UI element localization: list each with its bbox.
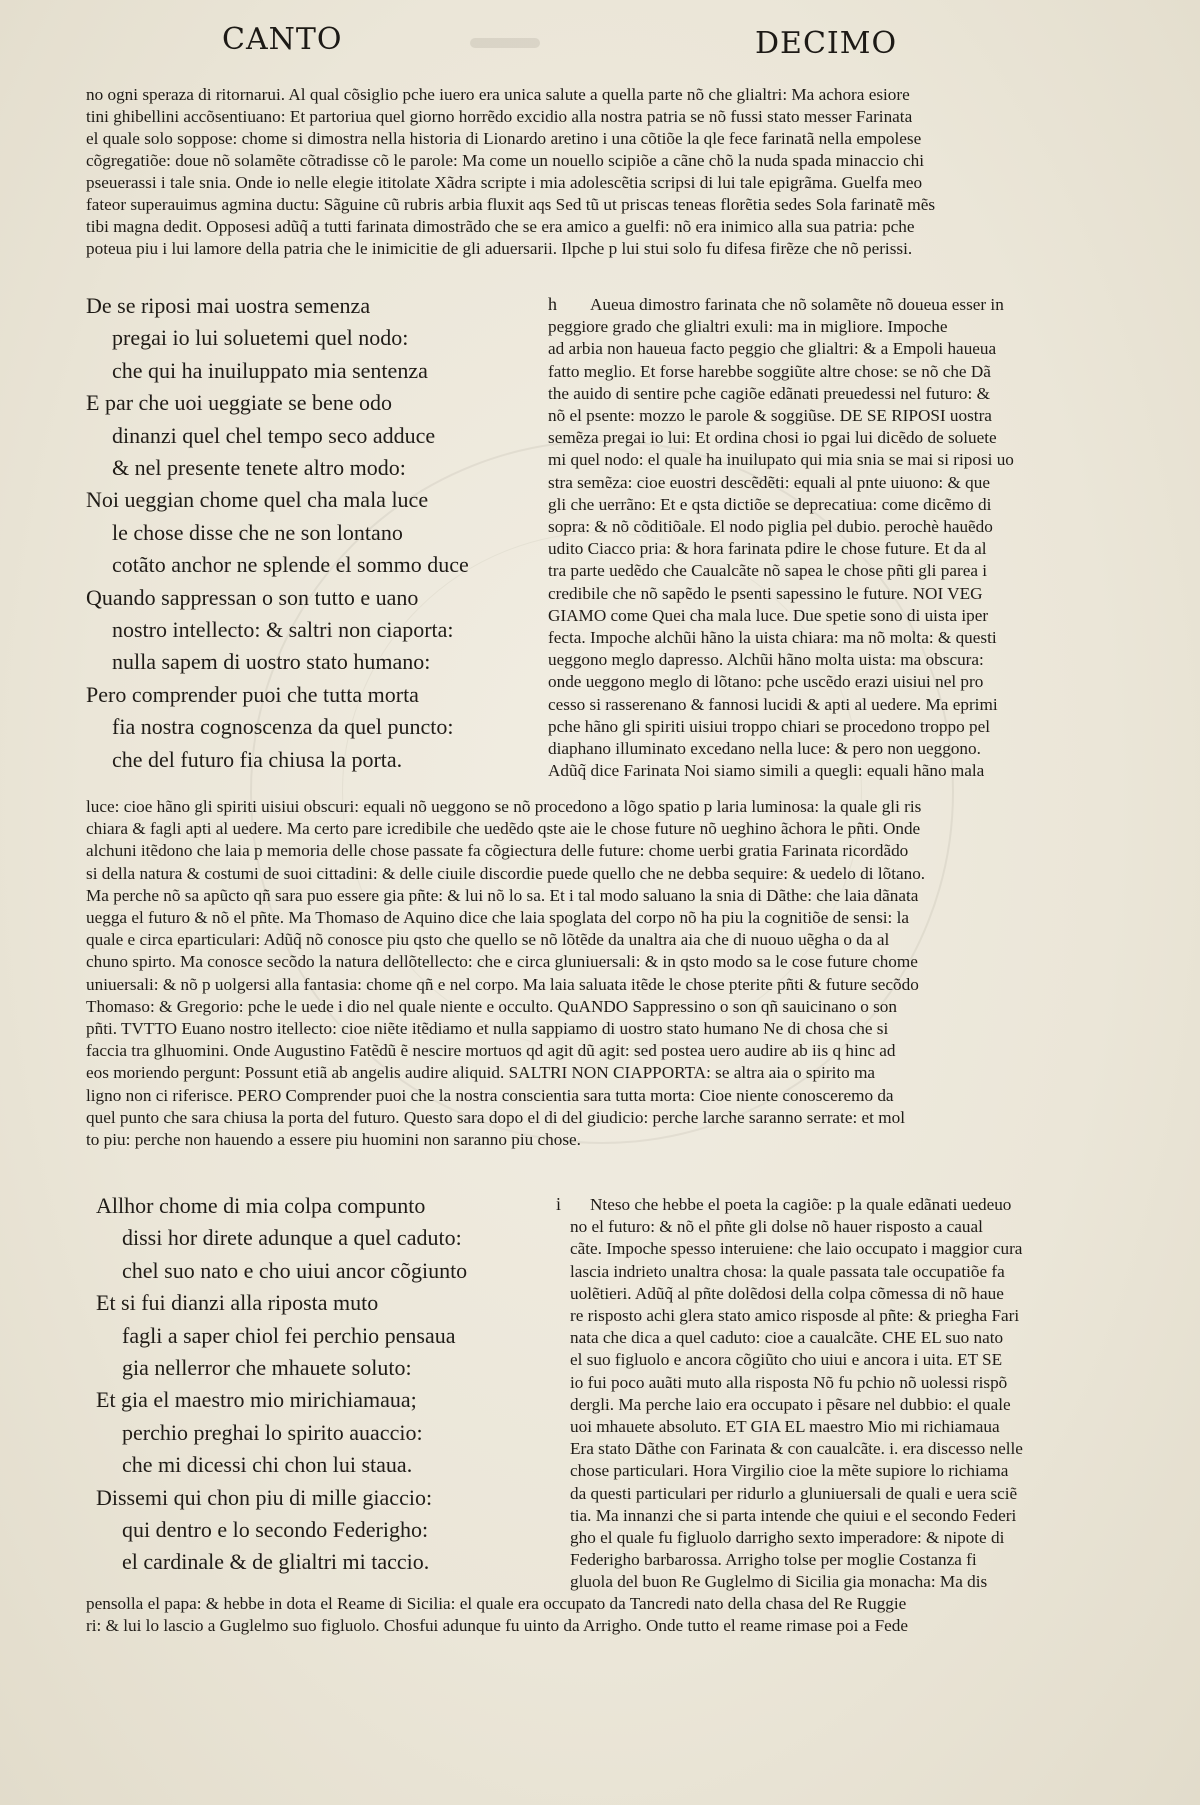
verse-line: le chose disse che ne son lontano (112, 519, 403, 545)
commentary-line: stra semẽza: cioe euostri descẽdẽti: equali al pnte uiuono: & que (548, 472, 990, 492)
commentary-block-i (556, 1194, 1100, 1594)
commentary-line: credibile che nõ sapẽdo le psenti sapessino le future. NOI VEG (548, 583, 983, 603)
commentary-line: sopra: & nõ cõditiõale. El nodo piglia pel dubio. perochè hauẽdo (548, 517, 993, 537)
commentary-block-h (548, 294, 1100, 782)
commentary-line: the auido di sentire pche cagiõe edãnati preuedessi nel futuro: & (548, 383, 990, 403)
verse-line: pregai io lui soluetemi quel nodo: (112, 325, 409, 351)
commentary-line: Nteso che hebbe el poeta la cagiõe: p la quale edãnati uedeuo (590, 1195, 1012, 1214)
commentary-line: Federigho barbarossa. Arrigho tolse per moglie Costanza fi (570, 1550, 977, 1570)
commentary-line: si della natura & costumi de suoi cittadini: & delle ciuile discordie puede quello che ne debba sequire: & uedelo di lõtano. (86, 863, 926, 883)
commentary-line: onde ueggono meglo di lõtano: pche uscẽdo erazi uisiui nel pro (548, 672, 984, 692)
verse-line: fia nostra cognoscenza da quel puncto: (112, 714, 454, 740)
commentary-line: faccia tra glhuomini. Onde Augustino Fatẽdũ ẽ nescire mortuos qd agit dũ agit: sed postea uero audire ab iis q hinc ad (86, 1041, 896, 1061)
top-commentary-block (86, 84, 1098, 260)
commentary-line: lascia indrieto unaltra chosa: la quale passata tale occupatiõe fa (570, 1261, 1005, 1281)
commentary-line: chiara & fagli apti al uedere. Ma certo pare icredibile che uedẽdo qste aie le chose future nõ ueghino ãchora le pñti. Onde (86, 819, 921, 839)
commentary-line: pche hãno gli spiriti uisiui troppo chiari se procedono troppo pel (548, 716, 991, 736)
commentary-line: el quale solo soppose: chome si dimostra nella historia di Lionardo aretino i una cõtiõe la qle fece farinatã nella empolese (86, 129, 922, 148)
commentary-line: Adũq̃ dice Farinata Noi siamo simili a quegli: equali hãno mala (548, 761, 985, 781)
verse-line: Et gia el maestro mio mirichiamaua; (96, 1387, 417, 1413)
verse-line: el cardinale & de glialtri mi taccio. (122, 1549, 430, 1575)
middle-commentary-block (86, 796, 1100, 1151)
verse-line: chel suo nato e cho uiui ancor cõgiunto (122, 1257, 468, 1283)
verse-line: nostro intellecto: & saltri non ciaporta: (112, 617, 454, 643)
commentary-line: tia. Ma innanzi che si parta intende che quiui e el secondo Federi (570, 1505, 1017, 1525)
commentary-line: poteua piu i lui lamore della patria che le inimicitie de gli aduersarii. Ilpche p lui stui solo fu difesa firẽze che nõ perissi. (86, 239, 913, 258)
commentary-line: chose particulari. Hora Virgilio cioe la mẽte supiore lo richiama (570, 1461, 1009, 1481)
verse-line: Noi ueggian chome quel cha mala luce (86, 487, 429, 513)
commentary-line: uolẽtieri. Adũq̃ al pñte dolẽdosi della colpa cõmessa di nõ haue (570, 1283, 1004, 1303)
verse-line: che del futuro fia chiusa la porta. (112, 746, 403, 772)
commentary-line: ri: & lui lo lascio a Guglelmo suo figluolo. Chosfui adunque fu uinto da Arrigho. Onde tutto el reame rimase poi a Fede (86, 1616, 908, 1636)
verse-line: cotãto anchor ne splende el sommo duce (112, 552, 469, 578)
commentary-line: dergli. Ma perche laio era occupato i pẽsare nel dubbio: el quale (570, 1394, 1011, 1414)
commentary-line: eos moriendo pergunt: Possunt etiã ab angelis audire aliquid. SALTRI NON CIAPPORTA: se altra aia o spirito ma (86, 1063, 876, 1083)
commentary-line: gli che uerrãno: Et e qsta dictiõe se deprecatiua: come dicẽmo di (548, 494, 992, 514)
commentary-line: pñti. TVTTO Euano nostro itellecto: cioe niẽte itẽdiamo et nulla sappiamo di uostro stato humano Ne di chosa che si (86, 1019, 889, 1039)
commentary-line: re risposto achi glera stato amico risposde al pñte: & priegha Fari (570, 1306, 1020, 1326)
commentary-line: ad arbia non haueua facto peggio che glialtri: & a Empoli haueua (548, 339, 997, 359)
verse-line: che qui ha inuiluppato mia sentenza (112, 357, 428, 383)
commentary-line: udito Ciacco pria: & hora farinata pdire le chose future. Et da al (548, 539, 987, 559)
commentary-line: tibi magna dedit. Opposesi adũq̃ a tutti farinata dimostrãdo che se era amico a guelfi: nõ era inimico alla sua patria: pche (86, 217, 915, 236)
commentary-line: alchuni itẽdono che laia p memoria delle chose passate fa cõgiectura delle future: chome uerbi gratia Farinata ricordãdo (86, 841, 909, 861)
commentary-line: pensolla el papa: & hebbe in dota el Reame di Sicilia: el quale era occupato da Tancredi nato della chasa del Re Ruggie (86, 1594, 907, 1613)
commentary-line: Ma perche nõ sa apũcto qñ sara puo essere gia pñte: & lui nõ lo sa. Et i tal modo saluano la snia di Dãthe: che laia dãnata (86, 885, 919, 905)
verse-line: Pero comprender puoi che tutta morta (86, 681, 419, 707)
commentary-line: uegga el futuro & nõ el pñte. Ma Thomaso de Aquino dice che laia spoglata del corpo nõ ha piu la cognitiõe de sensi: la (86, 908, 910, 928)
commentary-line: GIAMO come Quei cha mala luce. Due spetie sono di uista iper (548, 605, 989, 625)
commentary-line: tra parte uedẽdo che Caualcãte nõ sapea le chose pñti gli parea i (548, 561, 988, 581)
commentary-line: da questi particulari per ridurlo a gluniuersali de quali e uera sciẽ (570, 1483, 1018, 1503)
commentary-line: el suo figluolo e ancora cõgiũto cho uiui e ancora i uita. ET SE (570, 1350, 1003, 1370)
commentary-line: nõ el psente: mozzo le parole & soggiũse. DE SE RIPOSI uostra (548, 406, 992, 426)
verse-block-2 (96, 1190, 536, 1579)
verse-line: Allhor chome di mia colpa compunto (96, 1193, 426, 1218)
commentary-line: uoi mhauete absoluto. ET GIA EL maestro Mio mi richiamaua (570, 1417, 1000, 1437)
commentary-line: tini ghibellini accõsentiuano: Et partoriua quel giorno horrẽdo excidio alla nostra patria se nõ fussi stato messer Farinata (86, 107, 913, 126)
verse-line: De se riposi mai uostra semenza (86, 293, 371, 318)
commentary-line: ligno non ci riferisce. PERO Comprender puoi che la nostra conscientia sara tutta morta: Cioe niente conosceremo da (86, 1085, 894, 1105)
commentary-line: cõgregatiõe: doue nõ solamẽte cõtradisse cõ le parole: Ma come un nouello scipiõe a cãne chõ la nuda spada minaccio chi (86, 151, 925, 170)
running-head-right: DECIMO (755, 26, 898, 61)
commentary-line: Thomaso: & Gregorio: pche le uede i dio nel quale niente e occulto. QuANDO Sappressino o son qñ sauicinano o son (86, 996, 897, 1016)
commentary-line: Era stato Dãthe con Farinata & con caualcãte. i. era discesso nelle (570, 1439, 1023, 1459)
commentary-line: to piu: perche non hauendo a essere piu huomini non saranno piu chose. (86, 1130, 581, 1150)
commentary-line: pseuerassi i tale snia. Onde io nelle elegie ititolate Xãdra scripte i mia adolescẽtia scripsi di lui tale epigrãma. Guelfa meo (86, 173, 923, 192)
bottom-commentary-block (86, 1593, 1100, 1637)
commentary-line: mi quel nodo: el quale ha inuilupato qui mia snia se mai si riposi uo (548, 450, 1014, 470)
verse-line: che mi dicessi chi chon lui staua. (122, 1452, 413, 1478)
ink-smudge (470, 38, 540, 48)
running-head-left: CANTO (222, 22, 343, 57)
commentary-line: cesso si rasserenano & fannosi lucidi & apti al uedere. Ma eprimi (548, 694, 998, 714)
verse-line: perchio preghai lo spirito auaccio: (122, 1419, 423, 1445)
verse-block-1 (86, 290, 526, 776)
verse-line: Quando sappressan o son tutto e uano (86, 584, 419, 610)
commentary-line: gluola del buon Re Guglelmo di Sicilia gia monacha: Ma dis (570, 1572, 988, 1592)
commentary-line: fecta. Impoche alchũi hãno la uista chiara: ma nõ molta: & questi (548, 628, 997, 648)
commentary-line: luce: cioe hãno gli spiriti uisiui obscuri: equali nõ ueggono se nõ procedono a lõgo spatio p laria luminosa: la quale gli ris (86, 797, 922, 816)
commentary-line: diaphano illuminato excedano nella luce: & pero non ueggono. (548, 739, 981, 759)
commentary-line: Aueua dimostro farinata che nõ solamẽte nõ doueua esser in (590, 295, 1004, 314)
commentary-line: ueggono meglo dapresso. Alchũi hãno molta uista: ma obscura: (548, 650, 984, 670)
verse-line: Et si fui dianzi alla riposta muto (96, 1290, 379, 1316)
verse-line: Dissemi qui chon piu di mille giaccio: (96, 1484, 433, 1510)
commentary-line: no ogni speraza di ritornarui. Al qual cõsiglio pche iuero era unica salute a quella parte nõ che glialtri: Ma achora esiore (86, 85, 910, 104)
commentary-line: gho el quale fu figluolo darrigho sexto imperadore: & nipote di (570, 1528, 1005, 1548)
commentary-line: quale e circa eparticulari: Adũq̃ nõ conosce piu qsto che quello se nõ lõtẽde da unaltra aia che di nuouo uẽgha o da al (86, 930, 890, 950)
commentary-line: peggiore grado che glialtri exuli: ma in migliore. Impoche (548, 317, 948, 337)
commentary-marker-i: i (556, 1194, 562, 1214)
commentary-line: cãte. Impoche spesso interuiene: che laio occupato i maggior cura (570, 1239, 1023, 1259)
commentary-line: quel punto che sara chiusa la porta del futuro. Questo sara dopo el di del giudicio: perche larche saranno serrate: et mol (86, 1107, 905, 1127)
commentary-line: semẽza pregai io lui: Et ordina chosi io pgai lui dicẽdo de soluete (548, 428, 997, 448)
commentary-line: uniuersali: & nõ p uolgersi alla fantasia: chome qñ e nel corpo. Ma laia saluata itẽde le chose pterite pñti & future secõdo (86, 974, 919, 994)
verse-line: qui dentro e lo secondo Federigho: (122, 1517, 429, 1543)
commentary-marker-h: h (548, 294, 557, 314)
verse-line: nulla sapem di uostro stato humano: (112, 649, 431, 675)
verse-line: & nel presente tenete altro modo: (112, 455, 406, 481)
verse-line: fagli a saper chiol fei perchio pensaua (122, 1322, 456, 1348)
commentary-line: nata che dica a quel caduto: cioe a caualcãte. CHE EL suo nato (570, 1328, 1004, 1348)
commentary-line: chuno spirto. Ma conosce secõdo la natura dellõtellecto: che e circa gluniuersali: & in qsto modo sa le cose future chome (86, 952, 918, 972)
verse-line: gia nellerror che mhauete soluto: (122, 1355, 412, 1381)
verse-line: dissi hor direte adunque a quel caduto: (122, 1225, 462, 1251)
verse-line: dinanzi quel chel tempo seco adduce (112, 422, 436, 448)
verse-line: E par che uoi ueggiate se bene odo (86, 390, 393, 416)
commentary-line: fatto meglio. Et forse harebbe soggiũte altre chose: se nõ che Dã (548, 361, 991, 381)
commentary-line: fateor superauimus agmina ductu: Sãguine cũ rubris arbia fluxit aqs Sed tũ ut priscas teneas florẽtia sedes Sola farinatẽ mẽs (86, 195, 936, 214)
commentary-line: io fui poco auãti muto alla risposta Nõ fu pchio nõ uolessi rispõ (570, 1372, 1008, 1392)
commentary-line: no el futuro: & nõ el pñte gli dolse nõ hauer risposto a caual (570, 1217, 983, 1237)
